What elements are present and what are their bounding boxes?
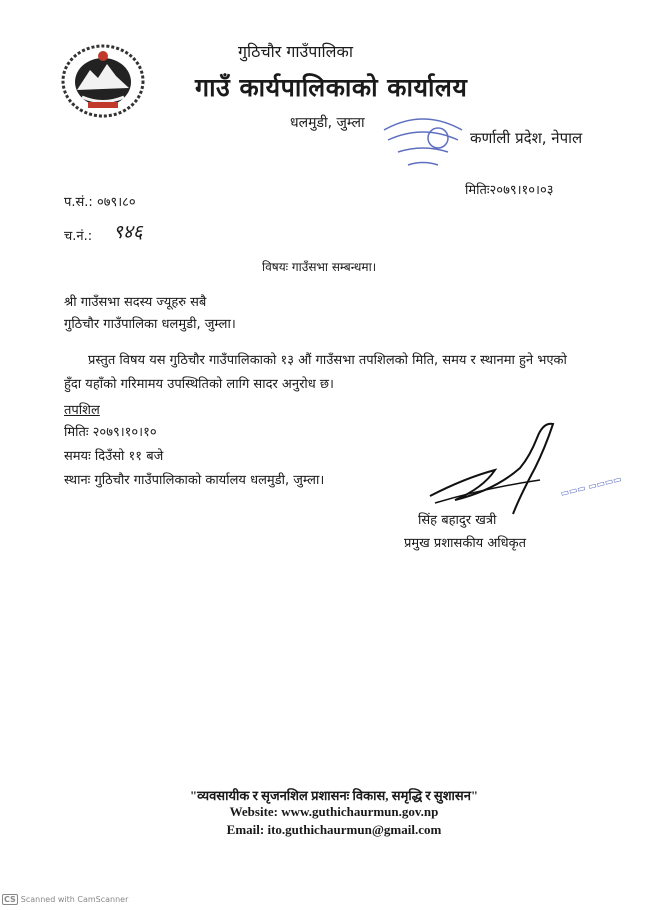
footer-email: Email: ito.guthichaurmun@gmail.com bbox=[226, 822, 442, 837]
patra-sankhya: प.सं.: ०७९।८० bbox=[64, 195, 136, 210]
letter-date: मितिः२०७९।१०।०३ bbox=[465, 183, 554, 198]
details-time: समयः दिउँसो ११ बजे bbox=[64, 449, 164, 464]
scan-watermark-text: Scanned with CamScanner bbox=[20, 895, 129, 904]
footer-slogan: "व्यवसायीक र सृजनशिल प्रशासनः विकास, समृद्धि र सुशासन" bbox=[189, 788, 479, 803]
camscanner-logo-icon: CS bbox=[4, 895, 16, 904]
chalani-number: ९४६ bbox=[113, 221, 143, 243]
signatory-name: सिंह बहादुर खत्री bbox=[418, 513, 497, 528]
signature-icon bbox=[425, 418, 575, 518]
nepal-emblem-icon bbox=[60, 42, 146, 120]
chalani-label: च.नं.: bbox=[64, 229, 93, 244]
footer-website: Website: www.guthichaurmun.gov.np bbox=[229, 804, 439, 819]
signature-stamp-icon: ▭▭▭ ▭▭▭▭ bbox=[559, 474, 623, 500]
recipient-line-2: गुठिचौर गाउँपालिका धलमुडी, जुम्ला। bbox=[64, 317, 236, 332]
office-name: गाउँ कार्यपालिकाको कार्यालय bbox=[195, 73, 468, 102]
recipient-line-1: श्री गाउँसभा सदस्य ज्यूहरु सबै bbox=[64, 295, 207, 310]
letter-subject: विषयः गाउँसभा सम्बन्धमा। bbox=[262, 260, 377, 274]
municipality-name: गुठिचौर गाउँपालिका bbox=[238, 42, 353, 61]
office-stamp-icon bbox=[378, 110, 468, 180]
scan-watermark bbox=[2, 894, 128, 905]
province-country: कर्णाली प्रदेश, नेपाल bbox=[470, 129, 583, 147]
body-line-1: प्रस्तुत विषय यस गुठिचौर गाउँपालिकाको १३ औं गाउँसभा तपशिलको मिति, समय र स्थानमा हुने भएको bbox=[88, 353, 567, 368]
details-heading: तपशिल bbox=[64, 403, 100, 418]
signatory-designation: प्रमुख प्रशासकीय अधिकृत bbox=[404, 536, 527, 551]
body-line-2: हुँदा यहाँको गरिमामय उपस्थितिको लागि सादर अनुरोध छ। bbox=[64, 377, 334, 392]
details-date: मितिः २०७९।१०।१० bbox=[64, 425, 157, 440]
office-location: धलमुडी, जुम्ला bbox=[290, 115, 365, 131]
details-place: स्थानः गुठिचौर गाउँपालिकाको कार्यालय धलमुडी, जुम्ला। bbox=[64, 473, 325, 488]
